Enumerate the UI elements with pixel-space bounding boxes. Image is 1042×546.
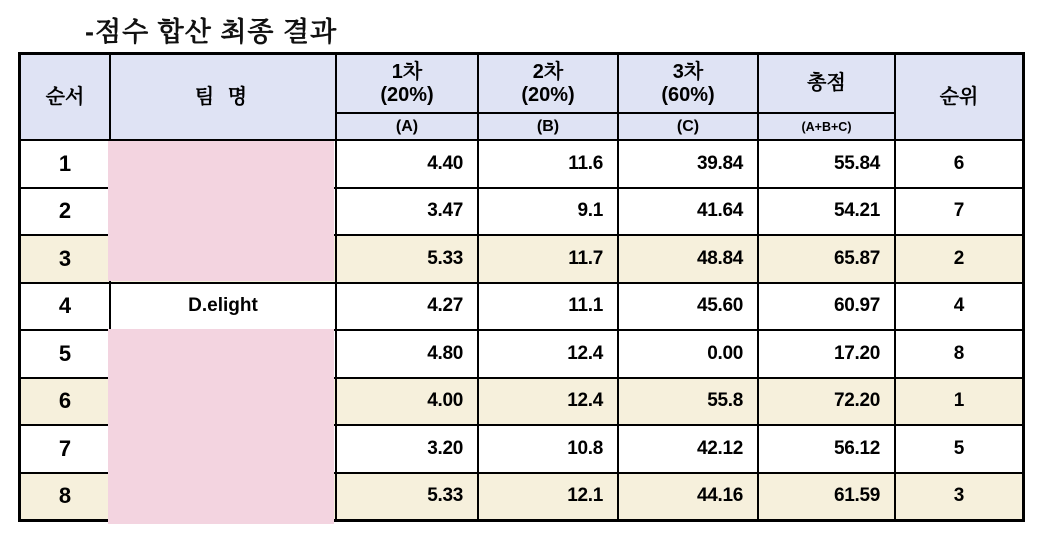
cell-rank: 5 (896, 426, 1022, 472)
cell-round1-score: 4.00 (337, 379, 477, 425)
cell-order: 5 (21, 331, 109, 377)
header-rank (896, 55, 1022, 139)
cell-round1-score: 5.33 (337, 474, 477, 520)
cell-total-score: 60.97 (759, 284, 894, 330)
header-round3-line2: (60%) (661, 83, 715, 106)
cell-order: 8 (21, 474, 109, 520)
header-team (111, 55, 335, 139)
cell-round1-score: 4.27 (337, 284, 477, 330)
cell-total-score: 61.59 (759, 474, 894, 520)
cell-order: 3 (21, 236, 109, 282)
cell-rank: 7 (896, 189, 1022, 235)
cell-round2-score: 9.1 (479, 189, 617, 235)
cell-total-score: 54.21 (759, 189, 894, 235)
cell-total-score: 56.12 (759, 426, 894, 472)
cell-total-score: 65.87 (759, 236, 894, 282)
cell-round3-score: 48.84 (619, 236, 757, 282)
team-name-redaction-bottom (108, 329, 334, 524)
header-round1-line1: 1차 (391, 60, 423, 83)
cell-round2-score: 12.4 (479, 331, 617, 377)
cell-total-score: 72.20 (759, 379, 894, 425)
header-order-label: 순서 (45, 85, 85, 108)
cell-rank: 1 (896, 379, 1022, 425)
header-total (759, 55, 894, 112)
cell-order: 1 (21, 141, 109, 187)
cell-total-score: 17.20 (759, 331, 894, 377)
header-round3-line1: 3차 (672, 60, 704, 83)
cell-round3-score: 0.00 (619, 331, 757, 377)
team-name-redaction-top (108, 141, 334, 281)
subheader-c: (C) (619, 114, 757, 139)
cell-round2-score: 10.8 (479, 426, 617, 472)
subheader-b: (B) (479, 114, 617, 139)
page-title: -점수 합산 최종 결과 (85, 17, 338, 47)
cell-rank: 2 (896, 236, 1022, 282)
cell-rank: 3 (896, 474, 1022, 520)
header-team-label: 팀 명 (194, 85, 252, 108)
cell-round3-score: 41.64 (619, 189, 757, 235)
cell-round1-score: 5.33 (337, 236, 477, 282)
cell-round2-score: 11.1 (479, 284, 617, 330)
cell-round2-score: 12.4 (479, 379, 617, 425)
cell-round3-score: 42.12 (619, 426, 757, 472)
cell-round3-score: 45.60 (619, 284, 757, 330)
cell-round3-score: 39.84 (619, 141, 757, 187)
cell-round1-score: 4.40 (337, 141, 477, 187)
header-order (21, 55, 109, 139)
cell-round2-score: 11.6 (479, 141, 617, 187)
header-round2 (479, 55, 617, 112)
header-round1 (337, 55, 477, 112)
cell-round1-score: 3.47 (337, 189, 477, 235)
header-total-label: 총점 (807, 72, 846, 94)
cell-order: 4 (21, 284, 109, 330)
cell-round1-score: 3.20 (337, 426, 477, 472)
cell-order: 6 (21, 379, 109, 425)
cell-team-name: D.elight (111, 284, 335, 330)
cell-rank: 8 (896, 331, 1022, 377)
cell-round2-score: 12.1 (479, 474, 617, 520)
cell-order: 7 (21, 426, 109, 472)
cell-rank: 4 (896, 284, 1022, 330)
subheader-total: (A+B+C) (759, 114, 894, 139)
header-rank-label: 순위 (939, 85, 979, 108)
header-round1-line2: (20%) (380, 83, 434, 106)
cell-rank: 6 (896, 141, 1022, 187)
cell-round3-score: 55.8 (619, 379, 757, 425)
cell-order: 2 (21, 189, 109, 235)
cell-total-score: 55.84 (759, 141, 894, 187)
cell-round3-score: 44.16 (619, 474, 757, 520)
header-round3 (619, 55, 757, 112)
header-round2-line2: (20%) (521, 83, 575, 106)
header-round2-line1: 2차 (532, 60, 564, 83)
cell-round1-score: 4.80 (337, 331, 477, 377)
subheader-a: (A) (337, 114, 477, 139)
cell-round2-score: 11.7 (479, 236, 617, 282)
